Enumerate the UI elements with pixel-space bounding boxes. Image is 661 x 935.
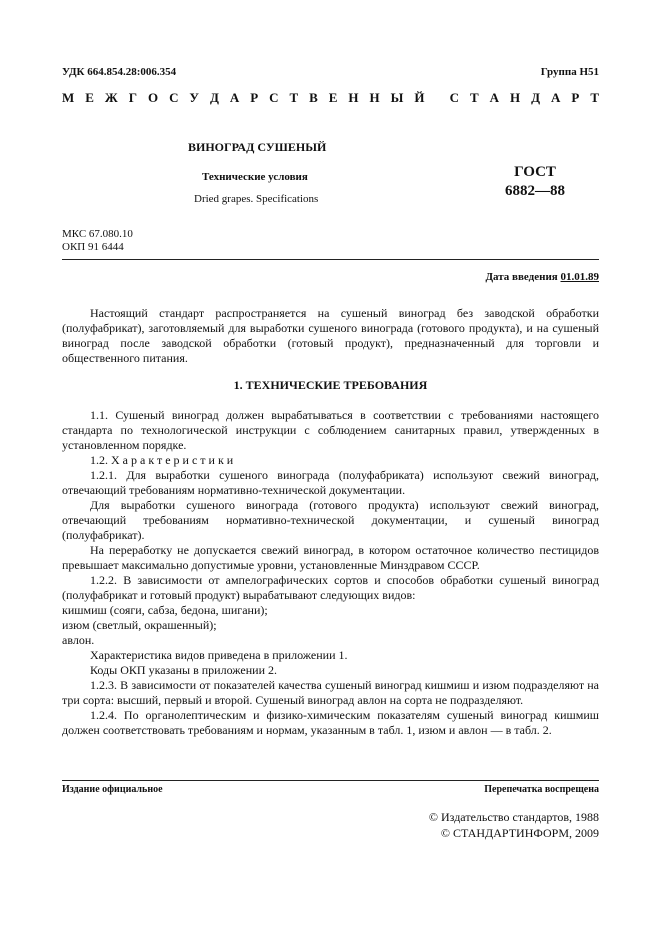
intro-date [485, 271, 599, 283]
banner-letter: Н [348, 90, 359, 105]
mks-code: МКС 67.080.10 [62, 228, 133, 240]
banner-letter: С [449, 90, 460, 105]
clause-1-2-2: 1.2.2. В зависимости от ампелографических сортов и способов обработки сушеный виноград (полуфабрикат и готовый продукт) вырабатывают следующих видов: [62, 573, 599, 602]
intro-date-label: Дата введения [485, 271, 558, 283]
banner-letter: О [147, 90, 159, 105]
copyright-1988: © Издательство стандартов, 1988 [428, 810, 599, 824]
copyright-2009: © СТАНДАРТИНФОРМ, 2009 [440, 826, 599, 840]
banner-letter: Н [510, 90, 521, 105]
gost-code: 6882—88 [505, 183, 565, 199]
clause-1-2-number: 1.2. [90, 453, 108, 467]
banner-letter: Т [289, 90, 299, 105]
appendix-2-note: Коды ОКП указаны в приложении 2. [90, 663, 278, 677]
banner-letter [435, 90, 438, 106]
group-code: Группа Н51 [540, 66, 599, 78]
banner-letter: Т [590, 90, 599, 105]
kind-izyum: изюм (светлый, окрашенный); [62, 618, 217, 632]
english-title: Dried grapes. Specifications [194, 193, 319, 205]
classification-codes [62, 228, 133, 254]
clause-1-1: 1.1. Сушеный виноград должен вырабатываться в соответствии с требованиями настоящего стандарта по технологической инструкции с соблюдением санитарных правил, утвержденных в установленном порядке. [62, 408, 599, 452]
udk-code: УДК 664.854.28:006.354 [62, 66, 177, 78]
header-divider [62, 259, 599, 260]
clause-1-2-title: Характеристики [111, 453, 237, 467]
banner-letter: Ы [390, 90, 404, 105]
document-title: ВИНОГРАД СУШЕНЫЙ [188, 140, 327, 154]
banner-letter: А [551, 90, 561, 105]
okp-code: ОКП 91 6444 [62, 241, 124, 253]
section-body [62, 408, 599, 738]
banner-letter: Г [128, 90, 137, 105]
footer-divider [62, 780, 599, 781]
section-title: 1. ТЕХНИЧЕСКИЕ ТРЕБОВАНИЯ [233, 378, 428, 392]
banner-letter: Е [328, 90, 338, 105]
banner-letter: Д [209, 90, 219, 105]
standard-banner [62, 90, 599, 106]
banner-letter: С [169, 90, 179, 105]
clause-1-2 [62, 453, 599, 468]
banner-letter: Р [250, 90, 259, 105]
banner-letter: Е [85, 90, 94, 105]
gost-number [490, 163, 580, 201]
banner-letter: М [62, 90, 75, 105]
intro-paragraph: Настоящий стандарт распространяется на сушеный виноград без заводской обработки (полуфабрикат), заготовляемый для выработки сушеного винограда (готового продукта), и на сушеный виноград после заводской обработки (готовый продукт), предназначенный для торговли и общественного питания. [62, 306, 599, 365]
kind-avlon: авлон. [62, 633, 95, 647]
banner-letter: С [269, 90, 279, 105]
banner-letter: Т [470, 90, 479, 105]
clause-1-2-1-c: На переработку не допускается свежий виноград, в котором остаточное количество пестицидов превышает максимально допустимые уровни, установленные Минздравом СССР. [62, 543, 599, 572]
banner-letter: А [489, 90, 500, 105]
banner-letter: Й [414, 90, 425, 105]
banner-letter: У [189, 90, 199, 105]
document-subtitle: Технические условия [202, 171, 308, 183]
banner-letter: Р [571, 90, 580, 105]
intro-date-value: 01.01.89 [560, 271, 599, 283]
clause-1-2-1-b: Для выработки сушеного винограда (готового продукта) используют свежий виноград, отвечающий требованиям нормативно-технической документации, и сушеный виноград (полуфабрикат). [62, 498, 599, 542]
banner-letter: В [309, 90, 318, 105]
banner-letter: Н [369, 90, 380, 105]
official-edition: Издание официальное [62, 784, 163, 795]
gost-label: ГОСТ [514, 164, 556, 180]
banner-letter: Ж [104, 90, 118, 105]
clause-1-2-4: 1.2.4. По органолептическим и физико-химическим показателям сушеный виноград кишмиш должен соответствовать требованиям и нормам, указанным в табл. 1, изюм и авлон — в табл. 2. [62, 708, 599, 737]
clause-1-2-3: 1.2.3. В зависимости от показателей качества сушеный виноград кишмиш и изюм подразделяют на три сорта: высший, первый и второй. Сушеный виноград авлон на сорта не подразделяют. [62, 678, 599, 707]
clause-1-2-1: 1.2.1. Для выработки сушеного винограда (полуфабриката) используют свежий виноград, отвечающий требованиям нормативно-технической документации. [62, 468, 599, 497]
reprint-notice: Перепечатка воспрещена [484, 784, 599, 795]
appendix-1-note: Характеристика видов приведена в приложении 1. [90, 648, 348, 662]
banner-letter: Д [531, 90, 541, 105]
banner-letter: А [229, 90, 240, 105]
kind-kishmish: кишмиш (сояги, сабза, бедона, шигани); [62, 603, 268, 617]
